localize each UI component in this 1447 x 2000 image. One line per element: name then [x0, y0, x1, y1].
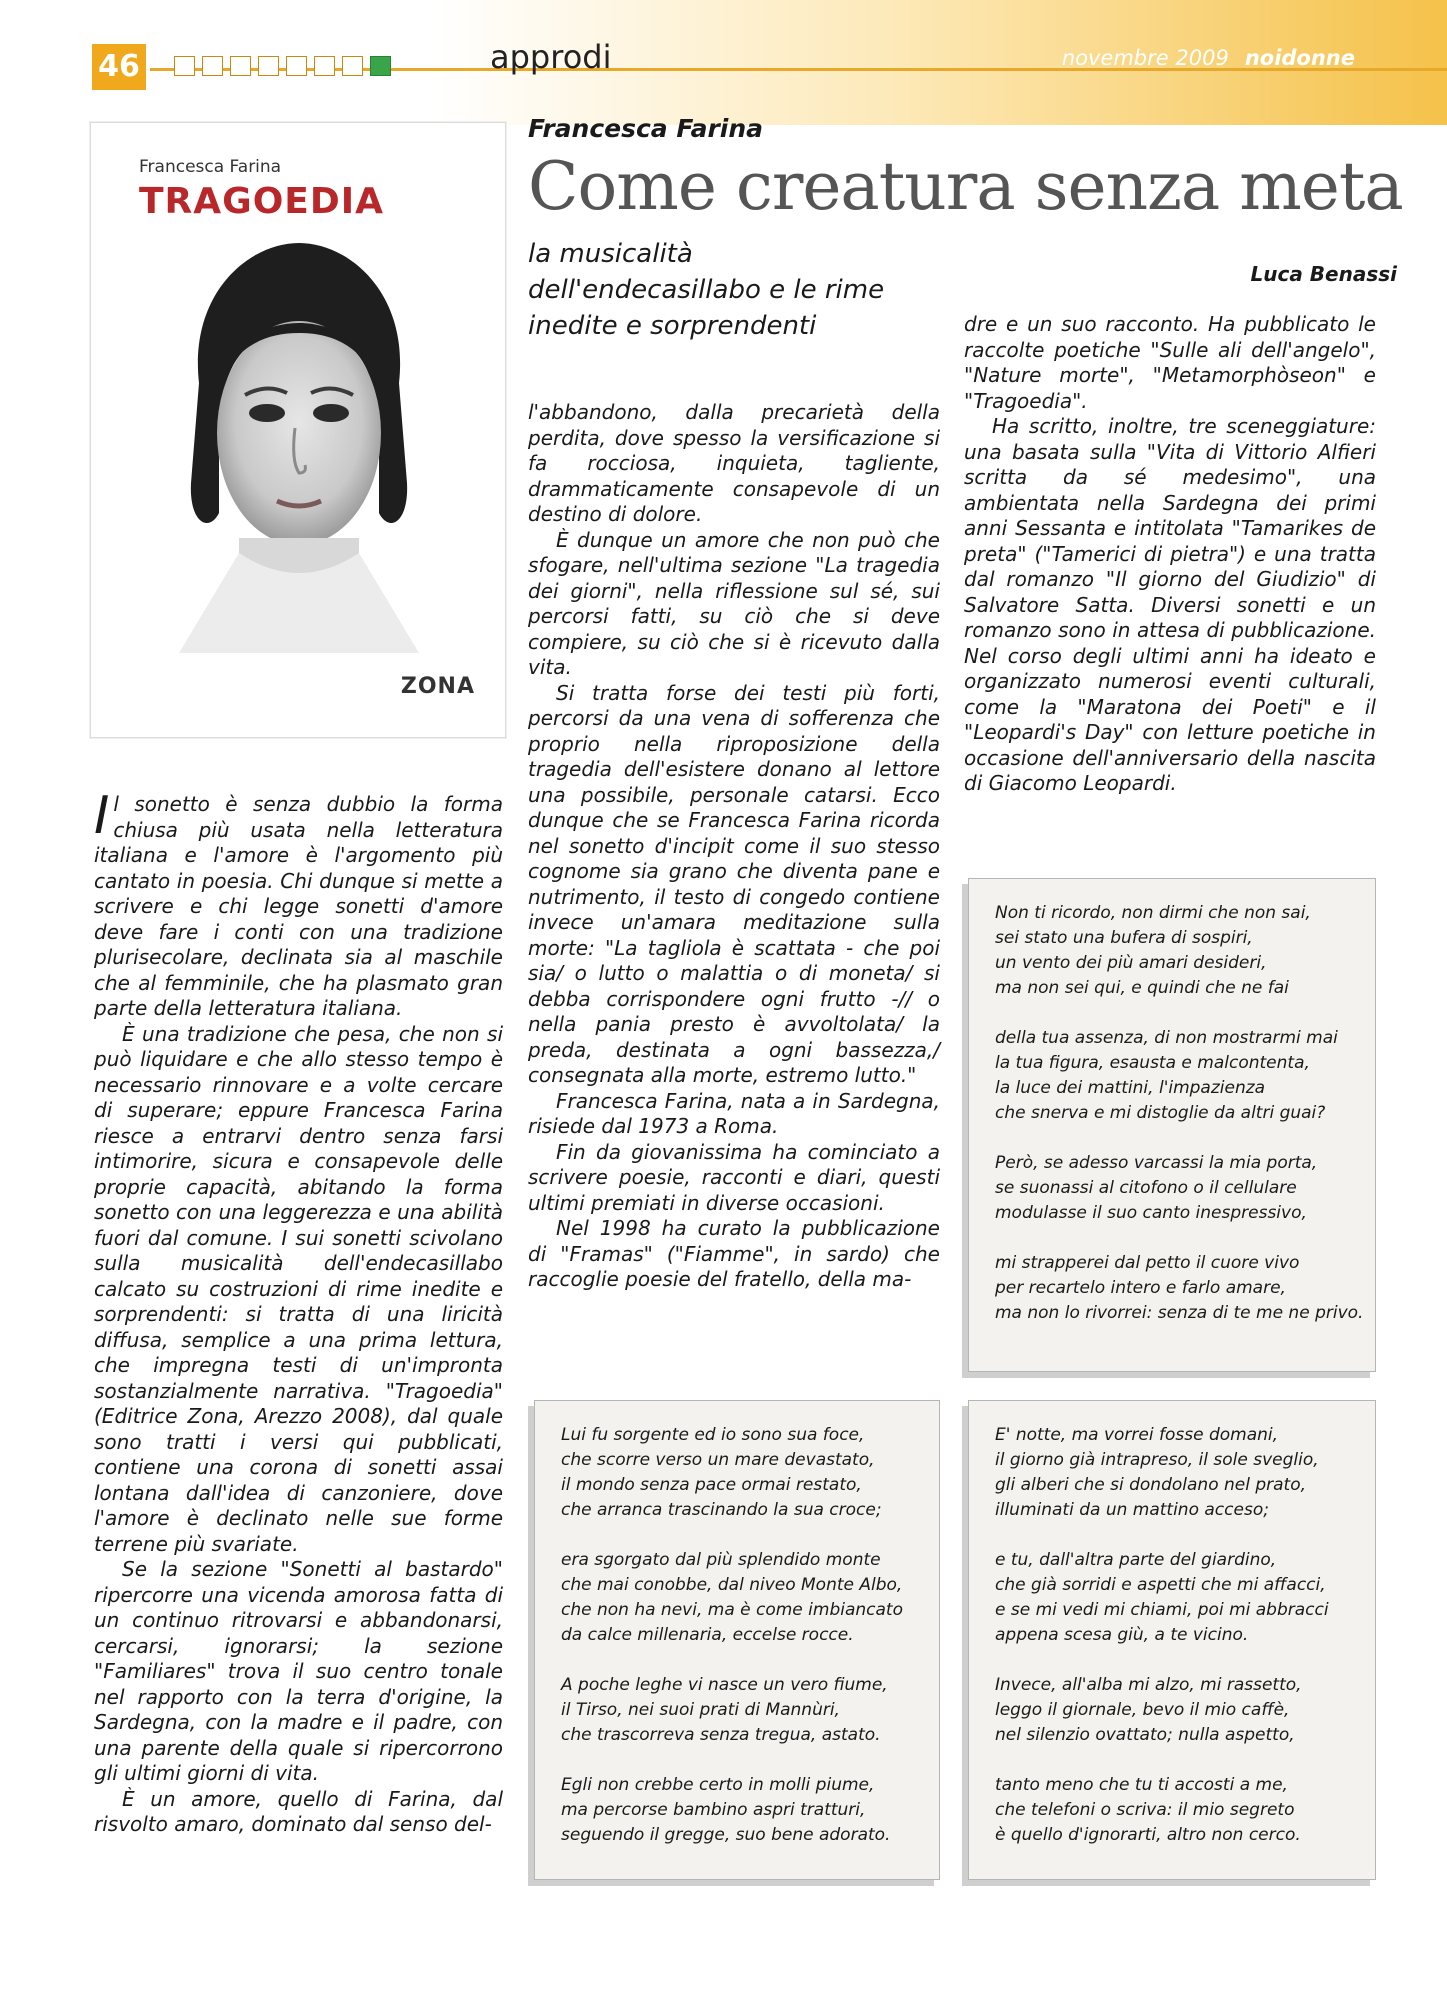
poem-line: sei stato una bufera di sospiri,: [995, 928, 1253, 948]
poem-line: modulasse il suo canto inespressivo,: [995, 1203, 1307, 1223]
poem-line: nel silenzio ovattato; nulla aspetto,: [995, 1725, 1295, 1745]
header-square: [286, 56, 307, 76]
poem-box: [968, 1400, 1376, 1880]
drop-cap: I: [94, 786, 110, 846]
paragraph: Ha scritto, inoltre, tre sceneggiature: una basata sulla "Vita di Vittorio Alfieri scritta da sé medesimo", una ambientata nella Sardegna dei primi anni Sessanta e intitolata "Tamarikes de preta" ("Tamerici di pietra") e una tratta dal romanzo "Il giorno del Giudizio" di Salvatore Satta. Diversi sonetti e un romanzo sono in attesa di pubblicazione. Nel corso degli ultimi anni ha ideato e organizzato numerosi eventi culturali, come la "Maratona dei Poeti" e il "Leopardi's Day" con letture poetiche in occasione dell'anniversario della nascita di Giacomo Leopardi.: [964, 414, 1376, 795]
issue-date: novembre 2009: [1061, 46, 1229, 70]
header-square: [230, 56, 251, 76]
poem-line: gli alberi che si dondolano nel prato,: [995, 1475, 1307, 1495]
header-square: [314, 56, 335, 76]
poem-line: per recartelo intero e farlo amare,: [995, 1278, 1286, 1298]
poem-line: che non ha nevi, ma è come imbiancato: [561, 1600, 903, 1620]
poem-stanza: [561, 1673, 921, 1748]
publisher-logo: ZONA: [400, 674, 475, 699]
poem-line: il giorno già intrapreso, il sole sveglio,: [995, 1450, 1319, 1470]
issue-info: [1062, 46, 1355, 70]
poem-line: se suonassi al citofono o il cellulare: [995, 1178, 1297, 1198]
poem-stanza: [995, 1773, 1357, 1848]
book-cover: [90, 122, 506, 738]
poem-stanza: [995, 1251, 1364, 1326]
article-headline: Come creatura senza meta: [528, 148, 1403, 225]
poem-line: la tua figura, esausta e malcontenta,: [995, 1053, 1310, 1073]
poem-line: la luce dei mattini, l'impazienza: [995, 1078, 1266, 1098]
poem-line: seguendo il gregge, suo bene adorato.: [561, 1825, 891, 1845]
poem-stanza: [995, 1151, 1357, 1226]
poem-line: che telefoni o scriva: il mio segreto: [995, 1800, 1295, 1820]
article-column-3: [964, 312, 1376, 797]
article-subtitle: la musicalità dell'endecasillabo e le rime inedite e sorprendenti: [528, 239, 885, 341]
header-square: [258, 56, 279, 76]
page-number: 46: [92, 44, 146, 90]
cover-portrait: [179, 233, 419, 653]
poem-line: che mai conobbe, dal niveo Monte Albo,: [561, 1575, 903, 1595]
cover-author: Francesca Farina: [139, 157, 282, 177]
poem-line: che arranca trascinando la sua croce;: [561, 1500, 882, 1520]
poem-line: appena scesa giù, a te vicino.: [995, 1625, 1249, 1645]
poem-line: della tua assenza, di non mostrarmi mai: [995, 1028, 1338, 1048]
poem-line: e tu, dall'altra parte del giardino,: [995, 1550, 1277, 1570]
poem-line: E' notte, ma vorrei fosse domani,: [995, 1425, 1279, 1445]
poem-stanza: [995, 1548, 1357, 1648]
poem-box: [534, 1400, 940, 1880]
poem-stanza: [561, 1548, 921, 1648]
paragraph: [94, 786, 503, 1022]
poem-line: è quello d'ignorarti, altro non cerco.: [995, 1825, 1301, 1845]
poem-line: da calce millenaria, eccelse rocce.: [561, 1625, 854, 1645]
poem-line: ma non sei qui, e quindi che ne fai: [995, 978, 1289, 998]
article-column-1: [94, 786, 503, 1838]
poem-line: tanto meno che tu ti accosti a me,: [995, 1775, 1288, 1795]
paragraph: È un amore, quello di Farina, dal risvolto amaro, dominato dal senso del-: [94, 1786, 503, 1836]
paragraph: È una tradizione che pesa, che non si può liquidare e che allo stesso tempo è necessario rinnovare e a volte cercare di superare; eppure Francesca Farina riesce a entrarvi dentro senza farsi intimorire, sicura e consapevole delle proprie capacità, abitando la forma sonetto con una leggerezza e una abilità fuori dal comune. I sui sonetti scivolano sulla musicalità dell'endecasillabo calcato su costruzioni di rime inedite e sorprendenti: si tratta di una liricità diffusa, semplice a una prima lettura, che impregna testi di un'impronta sostanzialmente narrativa. "Tragoedia" (Editrice Zona, Arezzo 2008), dal quale sono tratti i versi qui pubblicati, contiene una corona di sonetti assai lontana dall'idea di canzoniere, dove l'amore è declinato nelle sue forme terrene più svariate.: [94, 1021, 503, 1556]
poem-line: ma percorse bambino aspri tratturi,: [561, 1800, 866, 1820]
magazine-name: noidonne: [1244, 46, 1355, 70]
poem-line: che già sorridi e aspetti che mi affacci,: [995, 1575, 1326, 1595]
header-square-active: [370, 56, 391, 76]
poem-box: [968, 878, 1376, 1372]
paragraph: È dunque un amore che non può che sfogare, nell'ultima sezione "La tragedia dei giorni", nella riflessione sul sé, sui percorsi fatti, su ciò che si deve compiere, su ciò che si è ricevuto dalla vita.: [528, 527, 940, 679]
article-column-2: [528, 400, 940, 1293]
poem-line: Invece, all'alba mi alzo, mi rassetto,: [995, 1675, 1302, 1695]
poem-line: e se mi vedi mi chiami, poi mi abbracci: [995, 1600, 1329, 1620]
paragraph: Si tratta forse dei testi più forti, percorsi da una vena di sofferenza che proprio nella riproposizione della tragedia dell'esistere donano al lettore una possibile, personale catarsi. Ecco dunque che se Francesca Farina ricorda nel sonetto d'incipit come il suo stesso cognome sia grano che diventa pane e nutrimento, il testo di congedo contiene invece un'amara meditazione sulla morte: "La tagliola è scattata - che poi sia/ o lutto o malattia o di moneta/ si debba corrispondere ogni frutto -// o nella pania presto è avvoltolata/ la preda, destinata a ogni bassezza,/ consegnata alla morte, estremo lutto.": [528, 680, 940, 1087]
paragraph-text: l sonetto è senza dubbio la forma chiusa più usata nella letteratura italiana e l'amore è l'argomento più cantato in poesia. Chi dunque si mette a scrivere e chi legge sonetti d'amore deve fare i conti con una tradizione plurisecolare, declinata sia al maschile che al femminile, che ha plasmato gran parte della letteratura italiana.: [94, 792, 503, 1020]
section-title: approdi: [490, 38, 612, 76]
paragraph: dre e un suo racconto. Ha pubblicato le raccolte poetiche "Sulle ali dell'angelo", "Nature morte", "Metamorphòseon" e "Tragoedia".: [964, 312, 1376, 413]
poem-line: che scorre verso un mare devastato,: [561, 1450, 875, 1470]
paragraph: Francesca Farina, nata a in Sardegna, risiede dal 1973 a Roma.: [528, 1088, 940, 1138]
poem-stanza: [995, 1423, 1357, 1523]
header-square: [174, 56, 195, 76]
header-squares: [174, 56, 391, 76]
header-square: [342, 56, 363, 76]
article-author: Luca Benassi: [1250, 262, 1397, 286]
poem-line: che trascorreva senza tregua, astato.: [561, 1725, 881, 1745]
poem-line: mi strapperei dal petto il cuore vivo: [995, 1253, 1300, 1273]
paragraph: Se la sezione "Sonetti al bastardo" ripercorre una vicenda amorosa fatta di un continuo ritrovarsi e abbandonarsi, cercarsi, ignorarsi; la sezione "Familiares" trova il suo centro tonale nel rapporto con la terra d'origine, la Sardegna, con la madre e il padre, con una parente della quale si ripercorrono gli ultimi giorni di vita.: [94, 1557, 503, 1785]
poem-line: Non ti ricordo, non dirmi che non sai,: [995, 903, 1311, 923]
poem-line: Egli non crebbe certo in molli piume,: [561, 1775, 875, 1795]
poem-stanza: [995, 1026, 1357, 1126]
poem-line: ma non lo rivorrei: senza di te me ne privo.: [995, 1303, 1364, 1323]
header-square: [202, 56, 223, 76]
poem-line: illuminati da un mattino acceso;: [995, 1500, 1269, 1520]
paragraph: Fin da giovanissima ha cominciato a scrivere poesie, racconti e diari, questi ultimi premiati in diverse occasioni.: [528, 1139, 940, 1215]
poem-stanza: [995, 901, 1357, 1001]
poem-line: il Tirso, nei suoi prati di Mannùri,: [561, 1700, 840, 1720]
poem-line: A poche leghe vi nasce un vero fiume,: [561, 1675, 888, 1695]
poem-line: leggo il giornale, bevo il mio caffè,: [995, 1700, 1290, 1720]
paragraph: Nel 1998 ha curato la pubblicazione di "Framas" ("Fiamme", in sardo) che raccoglie poesie del fratello, della ma-: [528, 1216, 940, 1291]
poem-line: che snerva e mi distoglie da altri guai?: [995, 1103, 1326, 1123]
poem-line: un vento dei più amari desideri,: [995, 953, 1267, 973]
cover-title: TRAGOEDIA: [139, 181, 385, 222]
paragraph: l'abbandono, dalla precarietà della perdita, dove spesso la versificazione si fa rocciosa, inquieta, tagliente, drammaticamente consapevole di un destino di dolore.: [528, 400, 940, 526]
poem-line: Però, se adesso varcassi la mia porta,: [995, 1153, 1318, 1173]
poem-line: era sgorgato dal più splendido monte: [561, 1550, 881, 1570]
article-byline: Francesca Farina: [528, 114, 764, 143]
poem-line: il mondo senza pace ormai restato,: [561, 1475, 862, 1495]
poem-stanza: [995, 1673, 1357, 1748]
poem-line: Lui fu sorgente ed io sono sua foce,: [561, 1425, 865, 1445]
poem-stanza: [561, 1423, 921, 1523]
poem-stanza: [561, 1773, 921, 1848]
